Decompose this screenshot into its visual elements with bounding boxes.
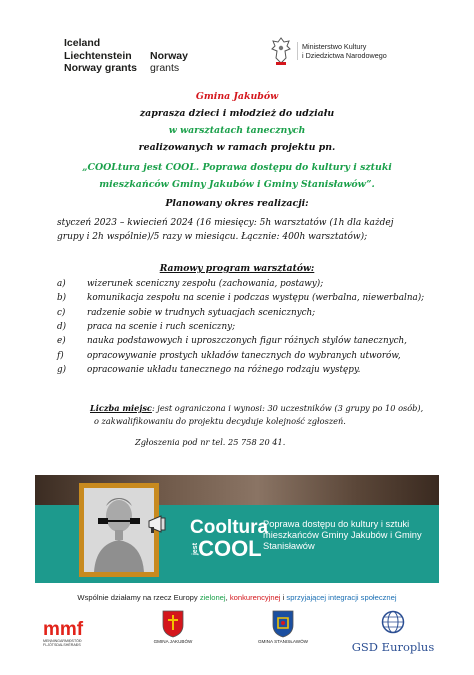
item-letter: b) <box>57 293 67 304</box>
limit-label: Liczba miejsc <box>90 403 152 413</box>
tagline-sep-1: , <box>225 593 230 602</box>
project-title-line-2: mieszkańców Gminy Jakubów i Gminy Stanisławów”. <box>99 179 375 190</box>
logo-iceland: Iceland <box>64 37 101 49</box>
program-item <box>57 363 424 377</box>
jakubow-crest-logo <box>143 610 203 644</box>
megaphone-icon <box>147 513 173 535</box>
eagle-crest-icon <box>270 36 292 66</box>
cooltura-logo <box>190 518 268 560</box>
project-title-line-1: „COOLtura jest COOL. Poprawa dostępu do kultury i sztuki <box>82 162 392 173</box>
mmf-subtitle: MENNINGARMIÐSTÖÐ FLJÓTSDALSHÉRAÐS <box>43 639 82 647</box>
program-item <box>57 320 424 334</box>
item-text: wizerunek sceniczny zespołu (zachowania, postawy); <box>87 279 324 290</box>
program-list <box>57 277 424 377</box>
gsd-europlus-logo <box>348 610 438 654</box>
footer-tagline <box>0 593 474 602</box>
program-title: Ramowy program warsztatów: <box>159 263 315 274</box>
tagline-sep-2: i <box>280 593 287 602</box>
item-letter: f) <box>57 350 64 361</box>
statue-icon <box>84 488 154 572</box>
item-letter: a) <box>57 279 66 290</box>
item-letter: c) <box>57 307 66 318</box>
ministry-line-1: Ministerstwo Kultury <box>302 42 367 51</box>
program-item <box>57 348 424 362</box>
eea-norway-grants-logo <box>64 37 188 75</box>
item-letter: g) <box>57 364 67 375</box>
invite-line-1: zaprasza dzieci i młodzież do udziału <box>139 108 335 119</box>
period-text: styczeń 2023 – kwiecień 2024 (16 miesięcy: 5h warsztatów (1h dla każdej grupy i 2h wspólnie)/5 razy w miesiącu. Łącznie: 400h warsztatów); <box>57 218 394 242</box>
program-item <box>57 306 424 320</box>
tagline-inclusive: sprzyjającej integracji społecznej <box>286 593 397 602</box>
program-item <box>57 277 424 291</box>
banner-slogan: Poprawa dostępu do kultury i sztuki mieszkańców Gminy Jakubów i Gminy Stanisławów <box>263 519 422 551</box>
logo-cooltura: Cooltura <box>190 517 269 538</box>
contact-phone: Zgłoszenia pod nr tel. 25 758 20 41. <box>135 437 286 447</box>
jakubow-coat-of-arms-icon <box>162 610 184 638</box>
logo-liechtenstein: Liechtenstein <box>64 49 132 62</box>
program-item <box>57 291 424 305</box>
item-letter: d) <box>57 322 67 333</box>
logo-cool: COOL <box>198 536 262 561</box>
item-text: nauka podstawowych i uproszczonych figur różnych stylów tanecznych, <box>87 336 407 347</box>
tagline-prefix: Wspólnie działamy na rzecz Europy <box>77 593 200 602</box>
stanislawow-label: GMINA STANISŁAWÓW <box>257 639 309 644</box>
stanislawow-crest-logo <box>253 610 313 644</box>
logo-jest: jest <box>192 542 200 556</box>
item-text: opracowanie układu tanecznego na różnego rodzaju występy. <box>87 364 361 375</box>
gsd-label: GSD Europlus <box>351 640 435 654</box>
logo-norway-grants: Norway grants <box>64 62 137 74</box>
jakubow-label: GMINA JAKUBÓW <box>153 639 193 644</box>
item-text: radzenie sobie w trudnych sytuacjach scenicznych; <box>87 307 316 318</box>
project-banner <box>35 475 439 583</box>
globe-icon <box>380 610 406 634</box>
limit-block <box>90 402 430 449</box>
org-name: Gmina Jakubów <box>195 91 279 102</box>
mmf-word: mmf <box>43 619 84 640</box>
item-text: opracowywanie prostych układów tanecznych do wybranych utworów, <box>87 350 401 361</box>
ministry-line-2: i Dziedzictwa Narodowego <box>302 51 387 60</box>
invite-line-2: w warsztatach tanecznych <box>168 125 306 136</box>
logo-norway: Norway <box>150 49 188 62</box>
ministry-logo <box>270 36 387 66</box>
mmf-logo <box>43 620 105 647</box>
partner-logos <box>0 610 474 670</box>
item-text: praca na scenie i ruch sceniczny; <box>87 322 236 333</box>
invite-line-3: realizowanych w ramach projektu pn. <box>138 142 336 153</box>
period-title: Planowany okres realizacji: <box>165 198 309 209</box>
item-text: komunikacja zespołu na scenie i podczas występu (werbalna, niewerbalna); <box>87 293 425 304</box>
limit-text-2: o zakwalifikowaniu do projektu decyduje kolejność zgłoszeń. <box>94 416 346 426</box>
stanislawow-coat-of-arms-icon <box>272 610 294 638</box>
tagline-competitive: konkurencyjnej <box>229 593 281 602</box>
item-letter: e) <box>57 336 66 347</box>
program-item <box>57 334 424 348</box>
limit-text-1: : jest ograniczona i wynosi: 30 uczestników (3 grupy po 10 osób), <box>151 403 424 413</box>
logo-grants: grants <box>150 62 180 74</box>
tagline-green: zielonej <box>199 593 226 602</box>
